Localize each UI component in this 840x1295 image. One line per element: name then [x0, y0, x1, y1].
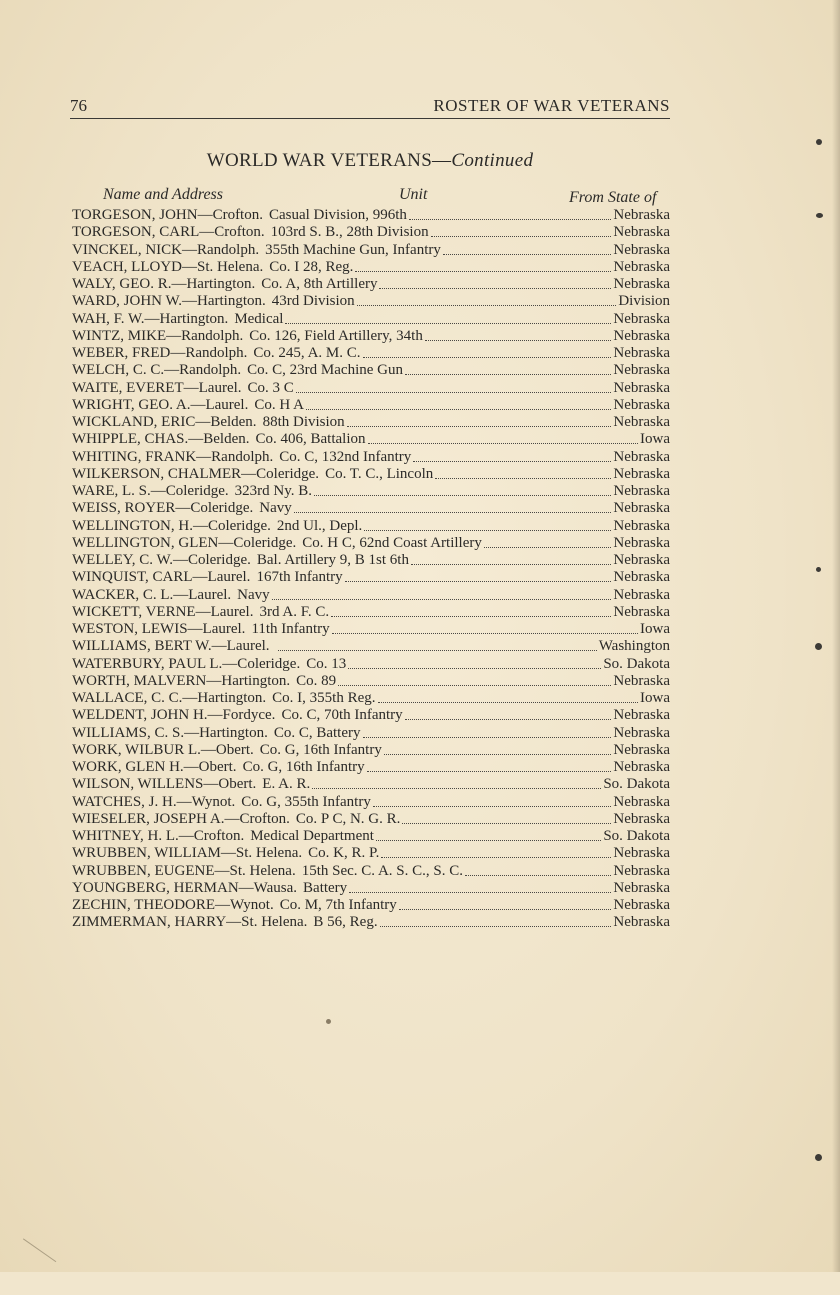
binding-hole-mark — [816, 213, 823, 218]
veteran-name: WATCHES, J. H.—Wynot. — [72, 793, 236, 810]
roster-row — [72, 500, 670, 517]
veteran-name: WEISS, ROYER—Coleridge. — [72, 500, 254, 517]
veteran-name: WATERBURY, PAUL L.—Coleridge. — [72, 655, 301, 672]
roster-row — [72, 811, 670, 828]
veteran-name: ZIMMERMAN, HARRY—St. Helena. — [72, 914, 308, 931]
dot-leader — [379, 288, 611, 289]
veteran-state: Iowa — [640, 690, 670, 706]
veteran-name: ZECHIN, THEODORE—Wynot. — [72, 897, 274, 913]
veteran-state: Nebraska — [613, 345, 670, 361]
veteran-name: WHITNEY, H. L.—Crofton. — [72, 828, 245, 844]
veteran-unit: B 56, Reg. — [313, 914, 378, 931]
veteran-unit: 355th Machine Gun, Infantry — [265, 241, 441, 258]
binding-hole-mark — [815, 1154, 822, 1161]
veteran-name: WALLACE, C. C.—Hartington. — [72, 690, 267, 706]
dot-leader — [409, 219, 611, 220]
veteran-name: WHIPPLE, CHAS.—Belden. — [72, 431, 250, 448]
binding-hole-mark — [816, 139, 822, 145]
roster-row — [72, 863, 670, 880]
dot-leader — [380, 926, 612, 927]
veteran-state: Nebraska — [613, 258, 670, 275]
veteran-state: Nebraska — [613, 672, 670, 689]
veteran-state: Nebraska — [613, 327, 670, 344]
veteran-state: Nebraska — [613, 362, 670, 379]
dot-leader — [443, 254, 611, 255]
roster-row — [72, 638, 670, 655]
roster-row — [72, 569, 670, 586]
veteran-name: WINQUIST, CARL—Laurel. — [72, 569, 251, 586]
roster-row — [72, 449, 670, 466]
veteran-name: WILLIAMS, C. S.—Hartington. — [72, 724, 268, 741]
roster-row — [72, 621, 670, 638]
veteran-unit: Co. G, 16th Infantry — [259, 741, 382, 758]
section-title — [70, 150, 670, 172]
dot-leader — [431, 236, 612, 237]
veteran-unit: Co. I, 355th Reg. — [272, 690, 376, 706]
running-head: ROSTER OF WAR VETERANS — [433, 96, 670, 115]
veteran-unit: E. A. R. — [262, 776, 311, 793]
column-header-name: Name and Address — [103, 186, 223, 203]
veteran-state: Nebraska — [613, 862, 670, 879]
veteran-unit: 3rd A. F. C. — [259, 603, 330, 620]
veteran-unit: Co. G, 355th Infantry — [241, 793, 371, 810]
veteran-name: WHITING, FRANK—Randolph. — [72, 448, 274, 465]
veteran-name: WALY, GEO. R.—Hartington. — [72, 276, 256, 292]
roster-row — [72, 759, 670, 776]
veteran-state: Nebraska — [613, 500, 670, 517]
veteran-unit: 15th Sec. C. A. S. C., S. C. — [301, 862, 463, 879]
roster-row — [72, 311, 670, 328]
dot-leader — [425, 340, 612, 341]
dot-leader — [405, 719, 612, 720]
veteran-unit: Co. 13 — [306, 655, 347, 672]
dot-leader — [338, 685, 611, 686]
veteran-unit: Co. 3 C — [247, 379, 294, 396]
veteran-unit: 88th Division — [262, 414, 345, 430]
veteran-unit: 43rd Division — [271, 293, 355, 310]
veteran-name: WELCH, C. C.—Randolph. — [72, 362, 242, 379]
veteran-unit: Co. C, Battery — [273, 724, 361, 741]
veteran-state: Nebraska — [613, 845, 670, 862]
veteran-unit: Bal. Artillery 9, B 1st 6th — [256, 552, 409, 568]
veteran-name: VINCKEL, NICK—Randolph. — [72, 241, 260, 258]
veteran-unit: Co. H A — [254, 396, 304, 413]
veteran-state: Division — [618, 293, 670, 310]
dot-leader — [314, 495, 611, 496]
veteran-state: So. Dakota — [603, 828, 670, 844]
veteran-state: Nebraska — [613, 741, 670, 758]
veteran-name: WARD, JOHN W.—Hartington. — [72, 293, 266, 310]
veteran-unit: 323rd Ny. B. — [234, 483, 313, 499]
section-title-main: WORLD WAR VETERANS— — [206, 150, 452, 171]
roster-row — [72, 414, 670, 431]
veteran-unit: Casual Division, 996th — [268, 207, 407, 223]
veteran-state: Nebraska — [613, 552, 670, 568]
veteran-state: So. Dakota — [603, 776, 670, 793]
veteran-unit: Co. 406, Battalion — [255, 431, 366, 448]
roster-row — [72, 345, 670, 362]
dot-leader — [376, 840, 601, 841]
roster-row — [72, 794, 670, 811]
veteran-name: TORGESON, CARL—Crofton. — [72, 224, 265, 241]
veteran-name: WRIGHT, GEO. A.—Laurel. — [72, 396, 249, 413]
dot-leader — [367, 771, 612, 772]
dot-leader — [378, 702, 639, 703]
veteran-state: Nebraska — [613, 534, 670, 551]
veteran-name: WILSON, WILLENS—Obert. — [72, 776, 257, 793]
veteran-state: Iowa — [640, 621, 670, 637]
veteran-state: Nebraska — [613, 396, 670, 413]
veteran-state: Nebraska — [613, 879, 670, 896]
veteran-state: Nebraska — [613, 759, 670, 775]
veteran-state: Nebraska — [613, 724, 670, 741]
dot-leader — [373, 806, 612, 807]
veteran-name: WESTON, LEWIS—Laurel. — [72, 621, 246, 637]
dot-leader — [332, 633, 638, 634]
roster-row — [72, 362, 670, 379]
dot-leader — [384, 754, 612, 755]
dot-leader — [294, 512, 612, 513]
dot-leader — [411, 564, 611, 565]
roster-row — [72, 914, 670, 931]
roster-row — [72, 293, 670, 310]
page-header — [70, 96, 670, 119]
dot-leader — [349, 892, 611, 893]
veteran-unit: 167th Infantry — [256, 569, 343, 586]
dot-leader — [285, 323, 611, 324]
veteran-state: Nebraska — [613, 569, 670, 586]
dot-leader — [381, 857, 611, 858]
roster-row — [72, 224, 670, 241]
veteran-name: WICKETT, VERNE—Laurel. — [72, 603, 254, 620]
veteran-unit: 11th Infantry — [251, 621, 330, 637]
roster-row — [72, 552, 670, 569]
dot-leader — [331, 616, 611, 617]
roster-row — [72, 604, 670, 621]
dot-leader — [347, 426, 612, 427]
veteran-state: Nebraska — [613, 810, 670, 827]
dot-leader — [465, 875, 611, 876]
dot-leader — [363, 737, 612, 738]
veteran-state: Iowa — [640, 431, 670, 448]
page-edge-shadow — [832, 0, 840, 1272]
dot-leader — [405, 374, 611, 375]
roster-row — [72, 242, 670, 259]
veteran-unit: Co. 89 — [296, 672, 337, 689]
veteran-unit: Battery — [303, 879, 348, 896]
veteran-unit: Co. P C, N. G. R. — [295, 810, 401, 827]
veteran-unit: Co. G, 16th Infantry — [242, 759, 365, 775]
dot-leader — [348, 668, 601, 669]
veteran-name: WORTH, MALVERN—Hartington. — [72, 672, 291, 689]
binding-hole-mark — [816, 567, 821, 572]
veteran-state: Nebraska — [613, 207, 670, 223]
veteran-name: WAH, F. W.—Hartington. — [72, 310, 229, 327]
veteran-name: WRUBBEN, EUGENE—St. Helena. — [72, 862, 296, 879]
veteran-unit: Navy — [259, 500, 292, 517]
roster-row — [72, 742, 670, 759]
roster-row — [72, 587, 670, 604]
veteran-unit: Co. A, 8th Artillery — [261, 276, 378, 292]
veteran-unit: 2nd Ul., Depl. — [276, 517, 363, 534]
veteran-name: WELLEY, C. W.—Coleridge. — [72, 552, 251, 568]
corner-crease — [0, 1238, 56, 1295]
veteran-name: WILLIAMS, BERT W.—Laurel. — [72, 638, 270, 655]
veteran-state: Nebraska — [613, 379, 670, 396]
roster-row — [72, 845, 670, 862]
veteran-state: Nebraska — [613, 914, 670, 931]
veteran-unit: Co. T. C., Lincoln — [325, 465, 434, 482]
veteran-state: Nebraska — [613, 276, 670, 292]
dot-leader — [306, 409, 611, 410]
column-header-unit: Unit — [399, 186, 428, 203]
roster-row — [72, 535, 670, 552]
dot-leader — [402, 823, 611, 824]
roster-row — [72, 276, 670, 293]
veteran-unit: Medical — [234, 310, 284, 327]
veteran-state: Nebraska — [613, 517, 670, 534]
veteran-unit: Navy — [237, 586, 270, 603]
dot-leader — [399, 909, 612, 910]
dot-leader — [278, 650, 597, 651]
dot-leader — [296, 392, 612, 393]
veteran-state: Washington — [598, 638, 670, 655]
roster-row — [72, 483, 670, 500]
veteran-unit: Co. 126, Field Artillery, 34th — [249, 327, 423, 344]
veteran-state: Nebraska — [613, 603, 670, 620]
veteran-name: WORK, GLEN H.—Obert. — [72, 759, 237, 775]
roster-row — [72, 431, 670, 448]
veteran-name: TORGESON, JOHN—Crofton. — [72, 207, 263, 223]
veteran-state: Nebraska — [613, 310, 670, 327]
veteran-unit: Co. I 28, Reg. — [269, 258, 354, 275]
veteran-name: YOUNGBERG, HERMAN—Wausa. — [72, 879, 298, 896]
dot-leader — [355, 271, 611, 272]
dot-leader — [363, 357, 612, 358]
roster-row — [72, 725, 670, 742]
roster-row — [72, 707, 670, 724]
roster-row — [72, 776, 670, 793]
veteran-unit: Co. 245, A. M. C. — [253, 345, 361, 361]
dot-leader — [357, 305, 617, 306]
veteran-name: VEACH, LLOYD—St. Helena. — [72, 258, 264, 275]
veteran-unit: Co. C, 23rd Machine Gun — [247, 362, 403, 379]
roster-row — [72, 897, 670, 914]
dot-leader — [368, 443, 639, 444]
binding-hole-mark — [815, 643, 822, 650]
veteran-state: Nebraska — [613, 586, 670, 603]
roster-row — [72, 397, 670, 414]
veteran-name: WRUBBEN, WILLIAM—St. Helena. — [72, 845, 303, 862]
veteran-unit: 103rd S. B., 28th Division — [270, 224, 429, 241]
page-number: 76 — [70, 96, 87, 115]
paper-speck — [326, 1019, 331, 1024]
dot-leader — [272, 599, 612, 600]
roster-list — [72, 207, 670, 932]
veteran-name: WORK, WILBUR L.—Obert. — [72, 741, 254, 758]
roster-row — [72, 828, 670, 845]
veteran-state: Nebraska — [613, 793, 670, 810]
dot-leader — [312, 788, 601, 789]
section-title-continued: Continued — [451, 150, 534, 171]
veteran-name: WAITE, EVERET—Laurel. — [72, 379, 242, 396]
veteran-name: WILKERSON, CHALMER—Coleridge. — [72, 465, 320, 482]
roster-row — [72, 690, 670, 707]
veteran-name: WIESELER, JOSEPH A.—Crofton. — [72, 810, 290, 827]
veteran-unit: Co. H C, 62nd Coast Artillery — [302, 534, 482, 551]
veteran-name: WACKER, C. L.—Laurel. — [72, 586, 232, 603]
roster-row — [72, 673, 670, 690]
veteran-name: WELDENT, JOHN H.—Fordyce. — [72, 707, 276, 724]
veteran-name: WICKLAND, ERIC—Belden. — [72, 414, 257, 430]
veteran-unit: Co. C, 70th Infantry — [281, 707, 403, 724]
veteran-state: Nebraska — [613, 241, 670, 258]
roster-row — [72, 380, 670, 397]
veteran-state: Nebraska — [613, 897, 670, 913]
dot-leader — [413, 461, 611, 462]
veteran-name: WINTZ, MIKE—Randolph. — [72, 327, 244, 344]
dot-leader — [345, 581, 612, 582]
roster-row — [72, 656, 670, 673]
dot-leader — [484, 547, 612, 548]
veteran-state: Nebraska — [613, 414, 670, 430]
veteran-unit: Co. C, 132nd Infantry — [279, 448, 412, 465]
veteran-name: WARE, L. S.—Coleridge. — [72, 483, 229, 499]
roster-row — [72, 328, 670, 345]
veteran-name: WELLINGTON, H.—Coleridge. — [72, 517, 271, 534]
veteran-state: Nebraska — [613, 448, 670, 465]
veteran-state: Nebraska — [613, 224, 670, 241]
veteran-unit: Co. K, R. P. — [308, 845, 380, 862]
column-header-state: From State of — [569, 189, 657, 206]
roster-row — [72, 207, 670, 224]
dot-leader — [435, 478, 611, 479]
roster-row — [72, 518, 670, 535]
veteran-name: WELLINGTON, GLEN—Coleridge. — [72, 534, 297, 551]
veteran-unit: Co. M, 7th Infantry — [279, 897, 397, 913]
veteran-state: Nebraska — [613, 465, 670, 482]
veteran-state: So. Dakota — [603, 655, 670, 672]
roster-row — [72, 259, 670, 276]
veteran-state: Nebraska — [613, 483, 670, 499]
roster-row — [72, 880, 670, 897]
roster-row — [72, 466, 670, 483]
veteran-state: Nebraska — [613, 707, 670, 724]
veteran-name: WEBER, FRED—Randolph. — [72, 345, 248, 361]
dot-leader — [364, 530, 611, 531]
veteran-unit: Medical Department — [250, 828, 374, 844]
